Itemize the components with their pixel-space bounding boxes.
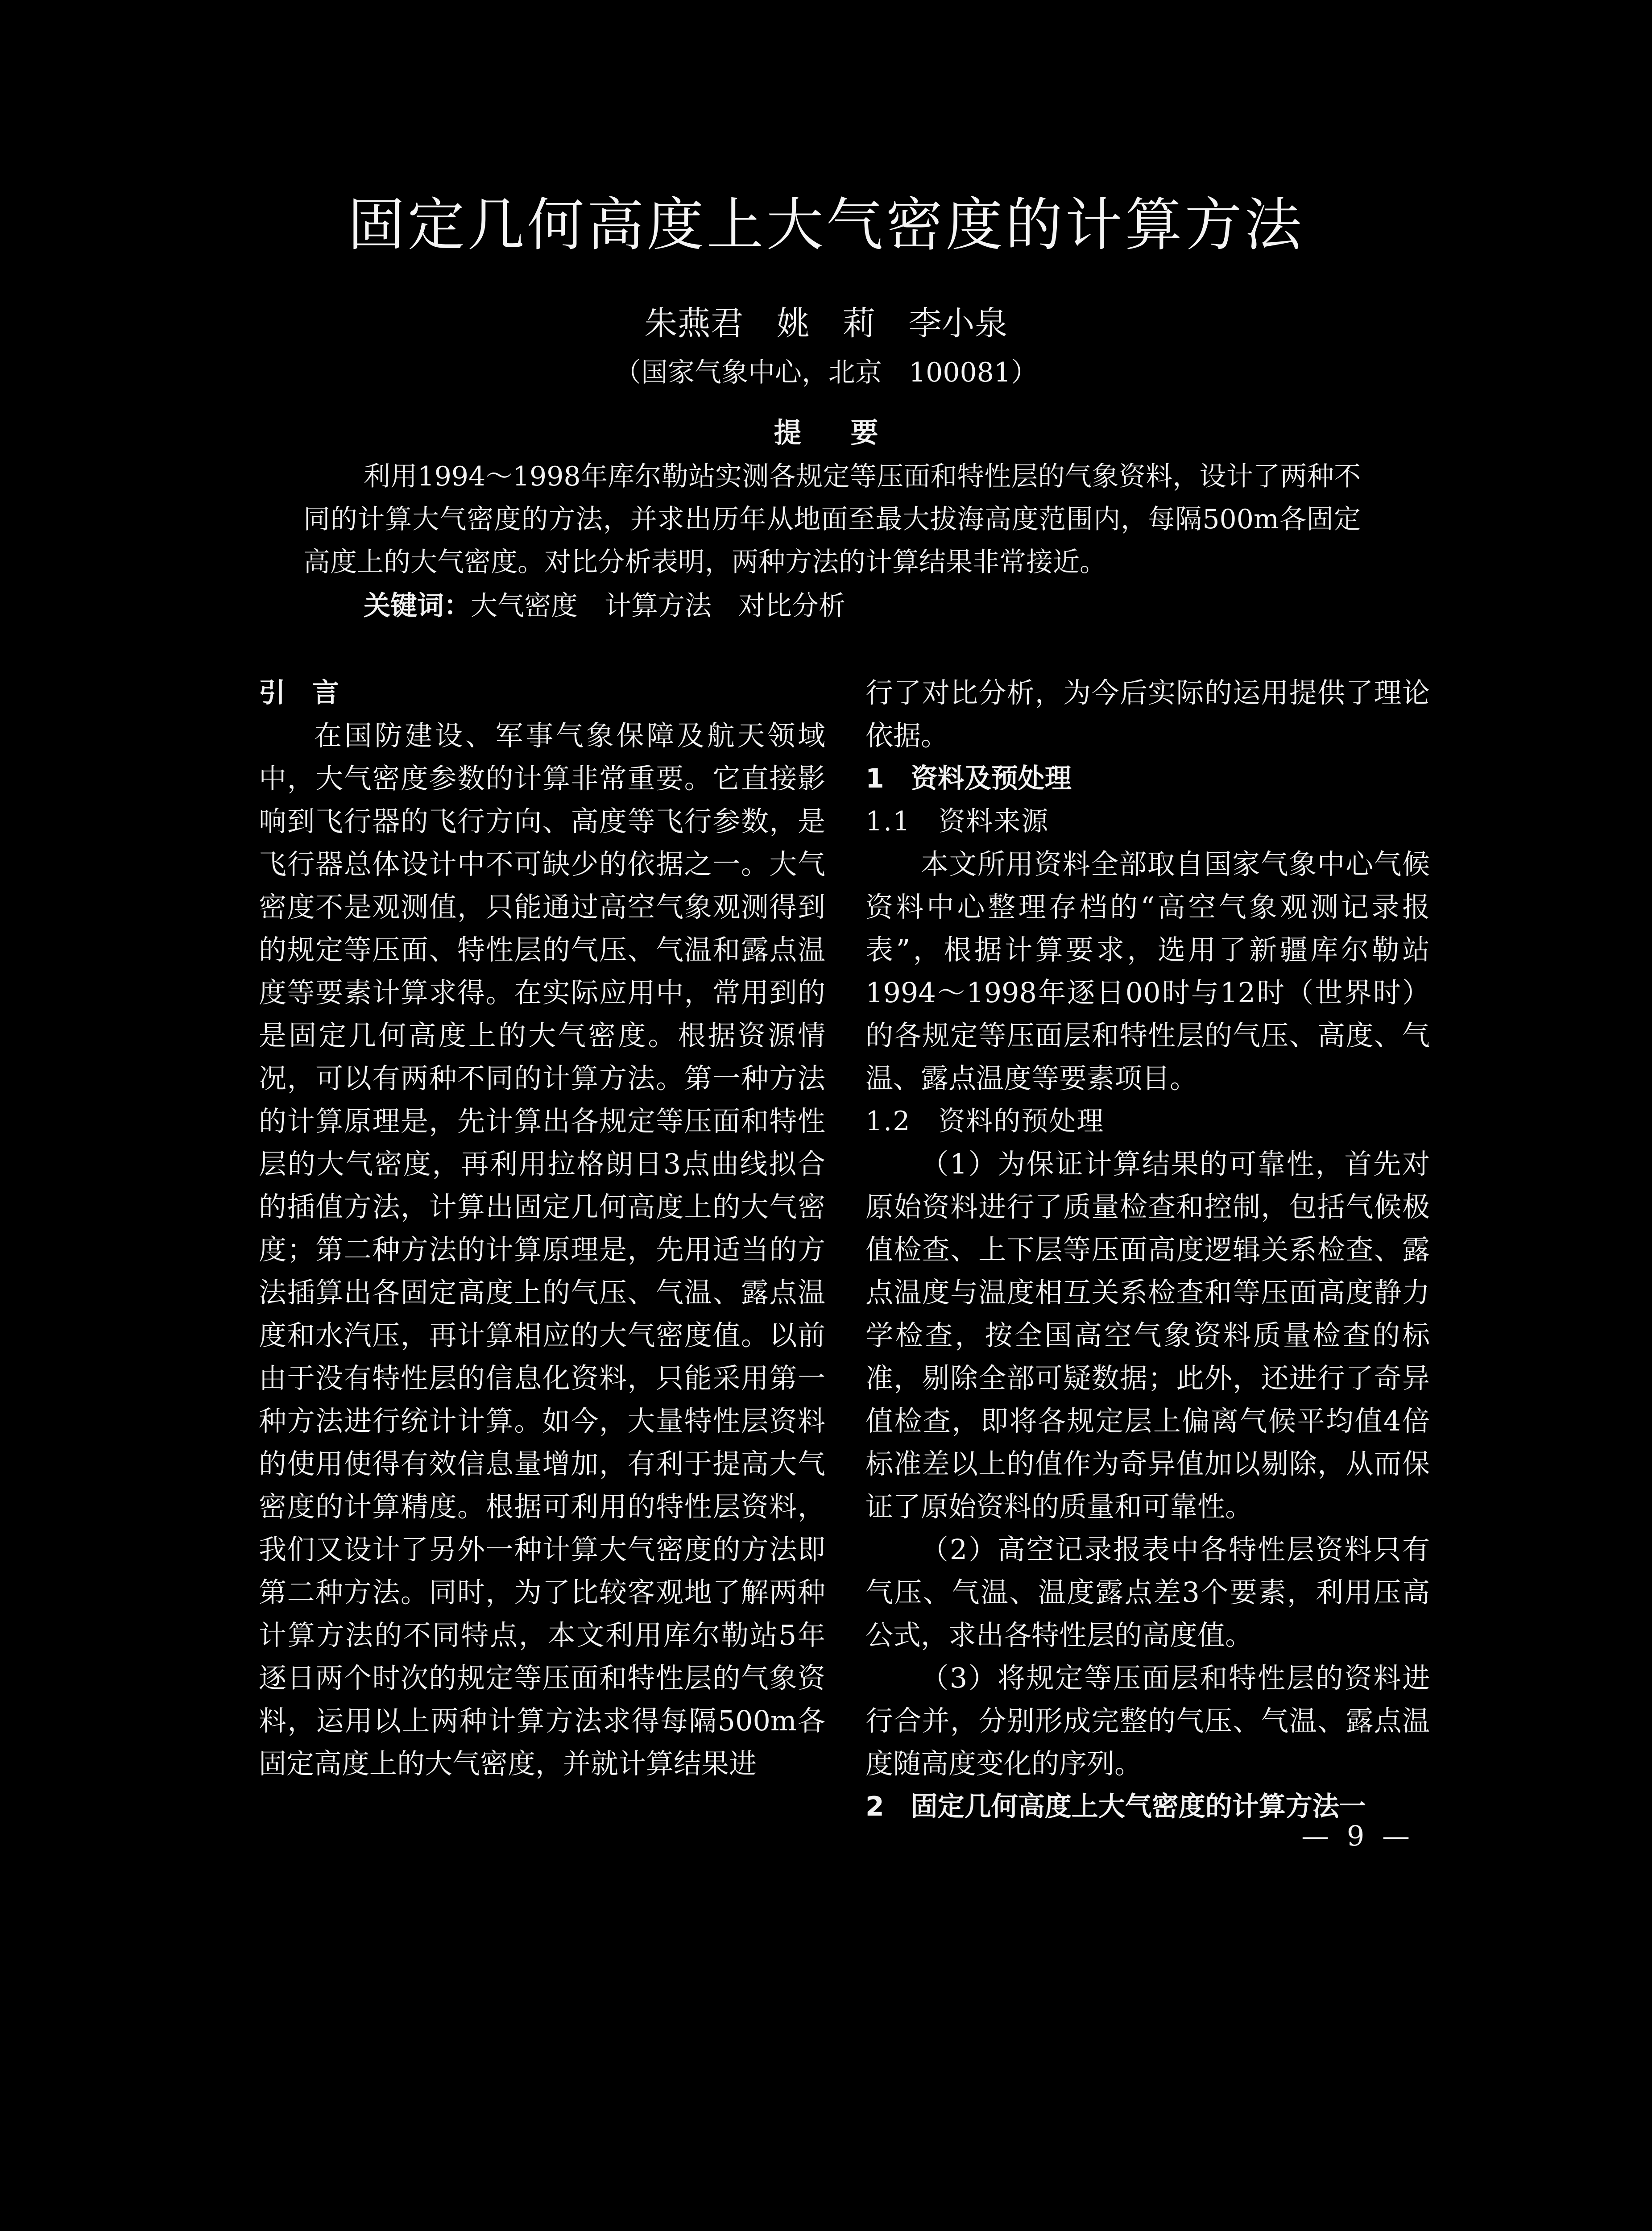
- left-column: [259, 672, 825, 1785]
- section-1-2-heading: 1.2 资料的预处理: [865, 1106, 1105, 1137]
- keywords: [364, 585, 1361, 627]
- keywords-label: 关键词：: [364, 590, 471, 622]
- section-1-1-heading: 1.1 资料来源: [865, 806, 1049, 837]
- section-1-heading: 1 资料及预处理: [865, 763, 1072, 794]
- section-2-heading: 2 固定几何高度上大气密度的计算方法一: [865, 1791, 1366, 1822]
- intro-continuation: 行了对比分析，为今后实际的运用提供了理论依据。: [865, 676, 1430, 752]
- intro-heading: 引言: [259, 677, 366, 709]
- section-1-2-item-2: （2）高空记录报表中各特性层资料只有气压、气温、温度露点差3个要素，利用压高公式，求出各特性层的高度值。: [865, 1533, 1430, 1651]
- page-title: 固定几何高度上大气密度的计算方法: [348, 192, 1304, 258]
- keywords-value: 大气密度 计算方法 对比分析: [471, 590, 845, 622]
- affiliation: （国家气象中心，北京 100081）: [614, 357, 1038, 388]
- section-1-1-paragraph: 本文所用资料全部取自国家气象中心气候资料中心整理存档的“高空气象观测记录报表”，根据计算要求，选用了新疆库尔勒站1994～1998年逐日00时与12时（世界时）的各规定等压面层和特性层的气压、高度、气温、露点温度等要素项目。: [865, 848, 1430, 1095]
- intro-paragraph: 在国防建设、军事气象保障及航天领域中，大气密度参数的计算非常重要。它直接影响到飞行器的飞行方向、高度等飞行参数，是飞行器总体设计中不可缺少的依据之一。大气密度不是观测值，只能通过高空气象观测得到的规定等压面、特性层的气压、气温和露点温度等要素计算求得。在实际应用中，常用到的是固定几何高度上的大气密度。根据资源情况，可以有两种不同的计算方法。第一种方法的计算原理是，先计算出各规定等压面和特性层的大气密度，再利用拉格朗日3点曲线拟合的插值方法，计算出固定几何高度上的大气密度；第二种方法的计算原理是，先用适当的方法插算出各固定高度上的气压、气温、露点温度和水汽压，再计算相应的大气密度值。以前由于没有特性层的信息化资料，只能采用第一种方法进行统计计算。如今，大量特性层资料的使用使得有效信息量增加，有利于提高大气密度的计算精度。根据可利用的特性层资料，我们又设计了另外一种计算大气密度的方法即第二种方法。同时，为了比较客观地了解两种计算方法的不同特点，本文利用库尔勒站5年逐日两个时次的规定等压面和特性层的气象资料，运用以上两种计算方法求得每隔500m各固定高度上的大气密度，并就计算结果进: [259, 719, 825, 1780]
- authors: 朱燕君 姚 莉 李小泉: [644, 304, 1008, 343]
- right-column: [865, 672, 1430, 1828]
- section-1-2-item-3: （3）将规定等压面层和特性层的资料进行合并，分别形成完整的气压、气温、露点温度随高度变化的序列。: [865, 1662, 1430, 1780]
- page-number: — 9 —: [1301, 1820, 1410, 1852]
- section-1-2-item-1: （1）为保证计算结果的可靠性，首先对原始资料进行了质量检查和控制，包括气候极值检查、上下层等压面高度逻辑关系检查、露点温度与温度相互关系检查和等压面高度静力学检查，按全国高空气象资料质量检查的标准，剔除全部可疑数据；此外，还进行了奇异值检查，即将各规定层上偏离气候平均值4倍标准差以上的值作为奇异值加以剔除，从而保证了原始资料的质量和可靠性。: [865, 1148, 1430, 1523]
- abstract-heading: 提要: [774, 416, 927, 449]
- abstract-body: 利用1994～1998年库尔勒站实测各规定等压面和特性层的气象资料，设计了两种不同的计算大气密度的方法，并求出历年从地面至最大拔海高度范围内，每隔500m各固定高度上的大气密度。对比分析表明，两种方法的计算结果非常接近。: [303, 461, 1361, 578]
